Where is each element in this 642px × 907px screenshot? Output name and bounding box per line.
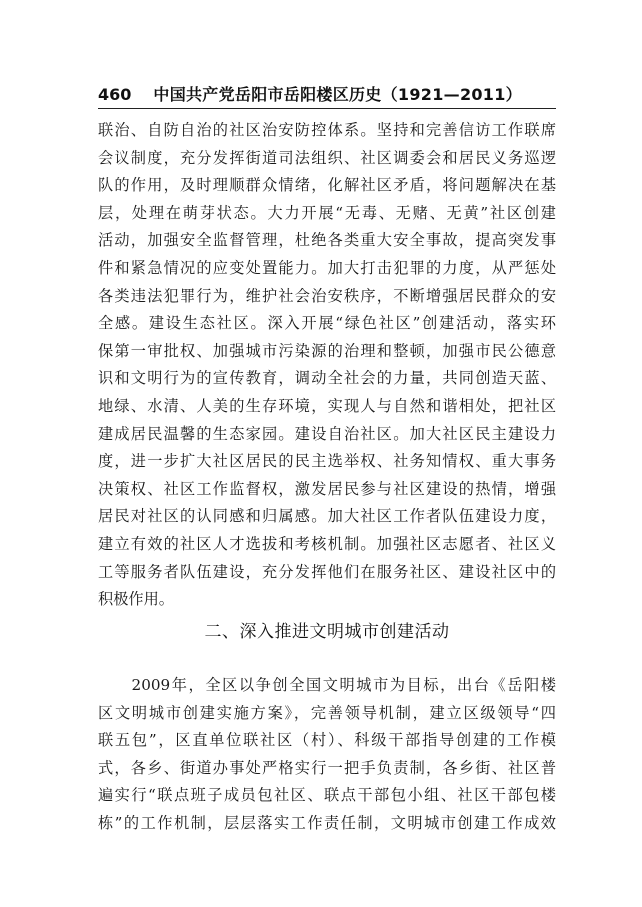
text-line: 栋”的工作机制，层层落实工作责任制，文明城市创建工作成效 bbox=[98, 813, 556, 832]
text-line: 全感。建设生态社区。深入开展“绿色社区”创建活动，落实环 bbox=[98, 314, 556, 333]
text-line: 件和紧急情况的应变处置能力。加大打击犯罪的力度，从严惩处 bbox=[98, 258, 556, 277]
text-line: 居民对社区的认同感和归属感。加大社区工作者队伍建设力度， bbox=[98, 507, 556, 526]
text-line: 建立有效的社区人才选拔和考核机制。加强社区志愿者、社区义 bbox=[98, 534, 556, 553]
text-line: 积极作用。 bbox=[98, 590, 174, 609]
text-line: 各类违法犯罪行为，维护社会治安秩序，不断增强居民群众的安 bbox=[98, 286, 556, 305]
text-line: 保第一审批权、加强城市污染源的治理和整顿，加强市民公德意 bbox=[98, 341, 556, 360]
paragraph-community-building bbox=[98, 117, 556, 614]
text-line: 联五包”，区直单位联社区（村）、科级干部指导创建的工作模 bbox=[98, 731, 556, 750]
text-line: 队的作用，及时理顺群众情绪，化解社区矛盾，将问题解决在基 bbox=[98, 176, 556, 195]
text-line: 决策权、社区工作监督权，激发居民参与社区建设的热情，增强 bbox=[98, 479, 556, 498]
text-line: 联治、自防自治的社区治安防控体系。坚持和完善信访工作联席 bbox=[98, 121, 556, 139]
text-line: 活动，加强安全监督管理，杜绝各类重大安全事故，提高突发事 bbox=[98, 231, 556, 250]
text-line: 建成居民温馨的生态家园。建设自治社区。加大社区民主建设力 bbox=[98, 424, 556, 443]
text-line: 识和文明行为的宣传教育，调动全社会的力量，共同创造天蓝、 bbox=[98, 369, 556, 388]
text-line: 度，进一步扩大社区居民的民主选举权、社务知情权、重大事务 bbox=[98, 452, 556, 471]
section-heading: 二、深入推进文明城市创建活动 bbox=[204, 622, 450, 642]
text-line: 区文明城市创建实施方案》，完善领导机制，建立区级领导“四 bbox=[98, 703, 556, 722]
text-line: 工等服务者队伍建设，充分发挥他们在服务社区、建设社区中的 bbox=[98, 562, 556, 581]
page-number: 460 bbox=[98, 85, 132, 104]
text-line: 会议制度，充分发挥街道司法组织、社区调委会和居民义务巡逻 bbox=[98, 148, 556, 167]
header-rule bbox=[98, 108, 556, 109]
running-header bbox=[98, 77, 554, 107]
text-line: 2009年，全区以争创全国文明城市为目标，出台《岳阳楼 bbox=[98, 676, 556, 694]
text-line: 遍实行“联点班子成员包社区、联点干部包小组、社区干部包楼 bbox=[98, 786, 556, 805]
text-line: 层，处理在萌芽状态。大力开展“无毒、无赌、无黄”社区创建 bbox=[98, 203, 556, 222]
book-title: 中国共产党岳阳市岳阳楼区历史（1921—2011） bbox=[153, 85, 522, 104]
text-line: 地绿、水清、人美的生存环境，实现人与自然和谐相处，把社区 bbox=[98, 396, 556, 415]
text-line: 式，各乡、街道办事处严格实行一把手负责制，各乡街、社区普 bbox=[98, 758, 556, 777]
paragraph-civilized-city bbox=[98, 672, 556, 838]
